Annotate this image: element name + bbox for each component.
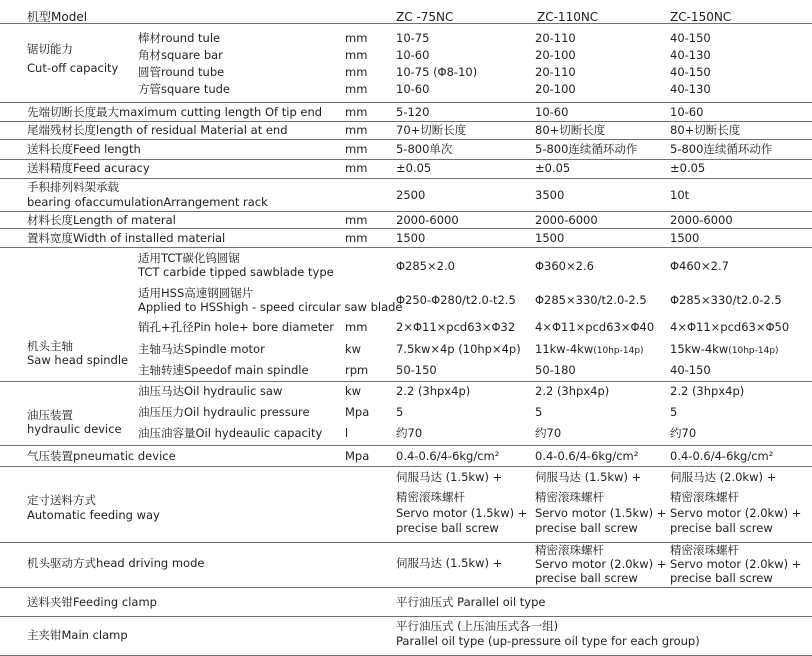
spindle-motor-zc150-hp: (10hp-14p) [728,346,779,356]
spindle-motor-zc110-hp: (10hp-14p) [593,346,644,356]
head-drive-zc75: 伺服马达 (1.5kw) + [396,556,503,570]
rack-label-cn: 手积排列料架承载 [27,180,119,194]
feeding-zc150-line: 精密滚珠螺杆 [670,490,739,504]
head-drive-zc110-line: 精密滚珠螺杆 [535,543,604,557]
feed-length-zc110: 5-800连续循环动作 [535,142,638,156]
feed-length-zc150: 5-800连续循环动作 [670,142,773,156]
max-cut-zc75: 5-120 [396,105,430,119]
feeding-zc150-line: 伺服马达 (2.0kw) + [670,470,777,484]
oil-capacity-zc75: 约70 [396,426,423,440]
head-drive-zc150-line: precise ball screw [670,571,773,585]
material-width-zc150: 1500 [670,231,700,245]
material-width-zc75: 1500 [396,231,426,245]
hydraulic-label-cn: 油压装置 [27,408,73,422]
round-tube-zc110: 20-110 [535,65,576,79]
round-bar-zc150: 40-150 [670,31,711,45]
square-tube-zc110: 20-100 [535,82,576,96]
feeding-zc150-line: Servo motor (2.0kw) + [670,506,802,520]
residual-length-label: 尾端残材长度length of residual Material at end [27,123,288,137]
unit: Mpa [345,405,370,419]
material-length-label: 材料长度Length of materal [27,213,176,227]
oil-capacity-zc110: 约70 [535,426,562,440]
rack-label-en: bearing ofaccumulationArrangement rack [27,195,268,209]
unit: mm [345,31,368,45]
unit: mm [345,123,368,137]
spindle-label-en: Saw head spindle [27,353,129,367]
model-zc75-header: ZC -75NC [396,10,454,24]
pin-hole-zc150: 4×Φ11×pcd63×Φ50 [670,320,790,334]
model-zc150-header: ZC-150NC [670,10,732,24]
hss-zc150: Φ285×330/t2.0-2.5 [670,293,782,307]
feeding-zc75-line: Servo motor (1.5kw) + [396,506,528,520]
cutoff-label-cn: 锯切能力 [27,42,73,56]
spindle-motor-zc110-kw: 11kw-4kw [535,342,594,356]
oil-saw-zc75: 2.2 (3hpx4p) [396,384,471,398]
tct-label-cn: 适用TCT碳化钨圆锯 [138,251,240,265]
material-length-zc150: 2000-6000 [670,213,733,227]
spindle-speed-label: 主轴转速Speedof main spindle [138,363,309,377]
head-drive-zc150-line: Servo motor (2.0kw) + [670,557,802,571]
cutoff-label-en: Cut-off capacity [27,61,119,75]
oil-pressure-zc150: 5 [670,405,678,419]
spindle-label-cn: 机头主轴 [27,339,73,353]
head-drive-zc110-line: Servo motor (2.0kw) + [535,557,667,571]
square-bar-zc110: 20-100 [535,48,576,62]
head-drive-label: 机头驱动方式head driving mode [27,556,205,570]
feed-length-label: 送料长度Feed length [27,142,141,156]
unit: mm [345,142,368,156]
oil-pressure-label: 油压压力Oil hydraulic pressure [138,405,310,419]
residual-zc75: 70+切断长度 [396,123,467,137]
pneumatic-zc150: 0.4-0.6/4-6kg/cm² [670,449,774,463]
feeding-zc75-line: precise ball screw [396,521,499,535]
tct-zc75: Φ285×2.0 [396,259,455,273]
max-cut-zc150: 10-60 [670,105,704,119]
unit: rpm [345,363,369,377]
spindle-motor-zc150-kw: 15kw-4kw [670,342,729,356]
round-tube-label: 圆管round tube [138,65,225,79]
unit: mm [345,82,368,96]
square-tube-zc75: 10-60 [396,82,430,96]
pneumatic-label: 气压装置pneumatic device [27,449,176,463]
model-label: 机型Model [27,10,88,24]
oil-pressure-zc75: 5 [396,405,404,419]
main-clamp-value-en: Parallel oil type (up-pressure oil type for each group) [396,634,700,648]
unit: mm [345,65,368,79]
rack-zc75: 2500 [396,188,426,202]
oil-saw-zc110: 2.2 (3hpx4p) [535,384,610,398]
residual-zc110: 80+切断长度 [535,123,606,137]
square-tube-zc150: 40-130 [670,82,711,96]
main-clamp-label: 主夹钳Main clamp [27,628,128,642]
unit: Mpa [345,449,370,463]
feeding-label-cn: 定寸送料方式 [27,493,96,507]
feeding-zc110-line: 伺服马达 (1.5kw) + [535,470,642,484]
oil-saw-zc150: 2.2 (3hpx4p) [670,384,745,398]
max-cut-length-label: 先端切断长度最大maximum cutting length Of tip end [27,105,323,119]
unit: kw [345,384,362,398]
pin-hole-label: 销孔+孔径Pin hole+ bore diameter [138,320,335,334]
square-bar-label: 角材square bar [138,48,223,62]
unit: mm [345,320,368,334]
material-width-label: 置料宽度Width of installed material [27,231,226,245]
rack-zc110: 3500 [535,188,565,202]
feed-length-zc75: 5-800单次 [396,142,453,156]
hss-label-cn: 适用HSS高速钢圆锯片 [138,286,254,300]
material-length-zc110: 2000-6000 [535,213,598,227]
spindle-motor-zc75: 7.5kw×4p (10hp×4p) [396,342,521,356]
feed-clamp-value: 平行油压式 Parallel oil type [396,595,546,609]
tct-zc110: Φ360×2.6 [535,259,594,273]
feed-accuracy-zc110: ±0.05 [535,161,571,175]
feed-accuracy-zc150: ±0.05 [670,161,706,175]
spindle-motor-zc150 [670,344,779,356]
pneumatic-zc110: 0.4-0.6/4-6kg/cm² [535,449,639,463]
feeding-zc75-line: 精密滚珠螺杆 [396,490,465,504]
pin-hole-zc75: 2×Φ11×pcd63×Φ32 [396,320,516,334]
feeding-zc110-line: precise ball screw [535,521,638,535]
main-clamp-value-cn: 平行油压式 (上压油压式各一组) [396,619,559,633]
square-bar-zc150: 40-130 [670,48,711,62]
hydraulic-label-en: hydraulic device [27,422,122,436]
unit: l [345,426,349,440]
unit: kw [345,342,362,356]
feed-clamp-label: 送料夹钳Feeding clamp [27,595,157,609]
spindle-motor-label: 主轴马达Spindle motor [138,342,265,356]
spindle-speed-zc110: 50-180 [535,363,576,377]
residual-zc150: 80+切断长度 [670,123,741,137]
pin-hole-zc110: 4×Φ11×pcd63×Φ40 [535,320,655,334]
oil-pressure-zc110: 5 [535,405,543,419]
spindle-motor-zc110 [535,344,644,356]
feeding-zc75-line: 伺服马达 (1.5kw) + [396,470,503,484]
head-drive-zc150-line: 精密滚珠螺杆 [670,543,739,557]
pneumatic-zc75: 0.4-0.6/4-6kg/cm² [396,449,500,463]
spindle-speed-zc75: 50-150 [396,363,437,377]
oil-capacity-label: 油压油容量Oil hydeaulic capacity [138,426,323,440]
rack-zc150: 10t [670,188,690,202]
unit: mm [345,231,368,245]
hss-label-en: Applied to HSShigh - speed circular saw blade [138,300,403,314]
max-cut-zc110: 10-60 [535,105,569,119]
spindle-speed-zc150: 40-150 [670,363,711,377]
model-zc110-header: ZC-110NC [537,10,599,24]
feeding-zc150-line: precise ball screw [670,521,773,535]
round-tube-zc75: 10-75 (Φ8-10) [396,65,478,79]
hss-zc75: Φ250-Φ280/t2.0-t2.5 [396,293,516,307]
oil-capacity-zc150: 约70 [670,426,697,440]
square-tube-label: 方管square tude [138,82,231,96]
unit: mm [345,161,368,175]
feeding-zc110-line: Servo motor (1.5kw) + [535,506,667,520]
unit: mm [345,213,368,227]
round-tube-zc150: 40-150 [670,65,711,79]
material-length-zc75: 2000-6000 [396,213,459,227]
unit: mm [345,105,368,119]
tct-label-en: TCT carbide tipped sawblade type [138,265,334,279]
feeding-zc110-line: 精密滚珠螺杆 [535,490,604,504]
square-bar-zc75: 10-60 [396,48,430,62]
head-drive-zc110-line: precise ball screw [535,571,638,585]
material-width-zc110: 1500 [535,231,565,245]
round-bar-zc75: 10-75 [396,31,430,45]
hss-zc110: Φ285×330/t2.0-2.5 [535,293,647,307]
unit: mm [345,48,368,62]
feed-accuracy-label: 送料精度Feed acuracy [27,161,150,175]
tct-zc150: Φ460×2.7 [670,259,729,273]
round-bar-zc110: 20-110 [535,31,576,45]
round-bar-label: 棒材round tule [138,31,221,45]
oil-saw-label: 油压马达Oil hydraulic saw [138,384,283,398]
feed-accuracy-zc75: ±0.05 [396,161,432,175]
feeding-label-en: Automatic feeding way [27,508,160,522]
